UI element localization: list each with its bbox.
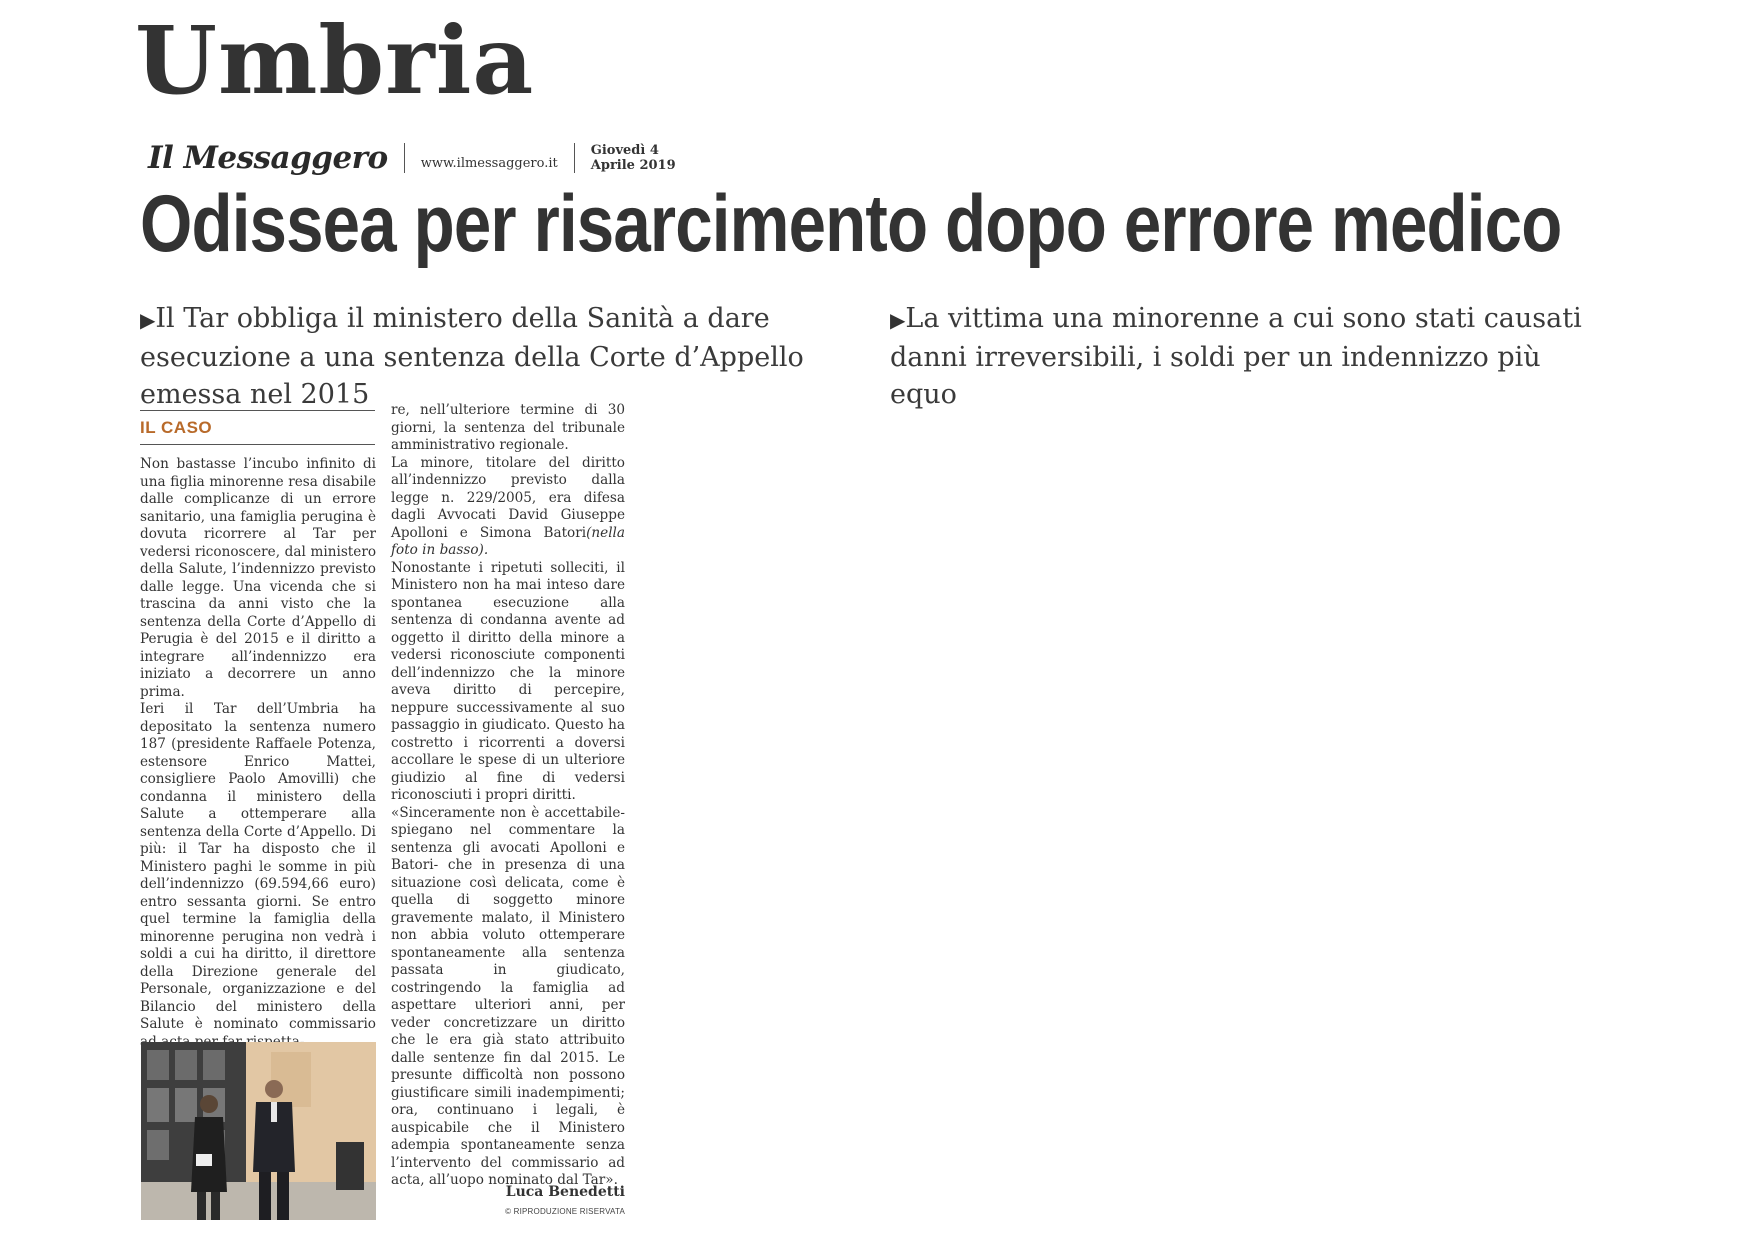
subheadline-right-text: La vittima una minorenne a cui sono stati causati danni irreversibili, i soldi per un indennizzo più equo (890, 303, 1582, 410)
photo-illustration (141, 1042, 376, 1220)
triangle-bullet-icon: ▶ (140, 308, 156, 332)
triangle-bullet-icon: ▶ (890, 308, 906, 332)
kicker-rule-bottom (140, 444, 375, 445)
masthead (148, 138, 676, 178)
article-paragraph: Nonostante i ripetuti solleciti, il Ministero non ha mai inteso dare spontanea esecuzione alla sentenza di condanna avente ad oggetto il diritto della minore a vedersi riconosciute componenti dell’indennizzo che la minore aveva diritto di percepire, neppure successivamente al suo passaggio in giudicato. Questo ha costretto i ricorrenti a doversi accollare le spese di un ulteriore giudizio al fine di vedersi riconosciuti i propri diritti. (391, 559, 625, 803)
article-paragraph (391, 455, 625, 560)
subheadline-left-text: Il Tar obbliga il ministero della Sanità a dare esecuzione a una sentenza della Corte d’Appello emessa nel 2015 (140, 303, 804, 410)
headline: Odissea per risarcimento dopo errore medico (140, 179, 1562, 269)
lawyers-photo (141, 1042, 376, 1220)
photo-reference: (nella foto in basso). (391, 524, 625, 558)
article-text: La minore, titolare del diritto all’indennizzo previsto dalla legge n. 229/2005, era difesa dagli Avvocati David Giuseppe Apolloni e Simona Batori (391, 454, 625, 541)
date-day: Giovedì 4 (590, 143, 659, 158)
article-column-1 (140, 456, 376, 1051)
copyright-notice: © RIPRODUZIONE RISERVATA (505, 1207, 625, 1216)
newspaper-logo: Il Messaggero (148, 140, 388, 176)
subheadline-left (140, 300, 910, 413)
article-paragraph: Non bastasse l’incubo infinito di una figlia minorenne resa disabile dalle complicanze di un errore sanitario, una famiglia perugina è dovuta ricorrere al Tar per vedersi riconoscere, dal ministero della Salute, l’indennizzo previsto dalle legge. Una vicenda che si trascina da anni visto che la sentenza della Corte d’Appello di Perugia è del 2015 e il diritto a integrare all’indennizzo era iniziato a decorrere un anno prima. (140, 456, 376, 700)
subheadline-right (890, 300, 1610, 413)
byline: Luca Benedetti (505, 1184, 625, 1200)
section-title: Umbria (135, 6, 535, 116)
article-paragraph: re, nell’ulteriore termine di 30 giorni, la sentenza del tribunale amministrativo regionale. (391, 402, 625, 453)
article-paragraph: Ieri il Tar dell’Umbria ha depositato la sentenza numero 187 (presidente Raffaele Potenza, estensore Enrico Mattei, consigliere Paolo Amovilli) che condanna il ministero della Salute a ottemperare alla sentenza della Corte d’Appello. Di più: il Tar ha disposto che il Ministero paghi le somme in più dell’indennizzo (69.594,66 euro) entro sessanta giorni. Se entro quel termine la famiglia della minorenne perugina non vedrà i soldi a cui ha diritto, il direttore della Direzione generale del Personale, organizzazione e del Bilancio del ministero della Salute è nominato commissario (140, 701, 376, 1032)
date (591, 143, 676, 173)
kicker-label: IL CASO (140, 418, 213, 437)
kicker-rule-top (140, 410, 375, 411)
article-paragraph: «Sinceramente non è accettabile- spiegano nel commentare la sentenza gli avocati Apolloni e Batori- che in presenza di una situazione così delicata, come è quella di soggetto minore gravemente malato, il Ministero non abbia voluto ottemperare spontaneamente alla sentenza passata in giudicato, costringendo la famiglia ad aspettare ulteriori anni, per veder concretizzare un diritto che le era già stato attribuito dalle sentenze fin dal 2015. Le presunte difficoltà non possono giustificare simili inadempimenti; ora, continuano i legali, è auspicabile che il Ministero adempia spontaneamente senza l’intervento del commissario ad acta, all’uopo nominato dal Tar». (391, 804, 625, 1188)
article-column-2 (391, 402, 625, 1190)
site-url: www.ilmessaggero.it (420, 155, 558, 171)
divider (574, 143, 575, 173)
date-month-year: Aprile 2019 (590, 158, 676, 173)
divider (404, 143, 405, 173)
